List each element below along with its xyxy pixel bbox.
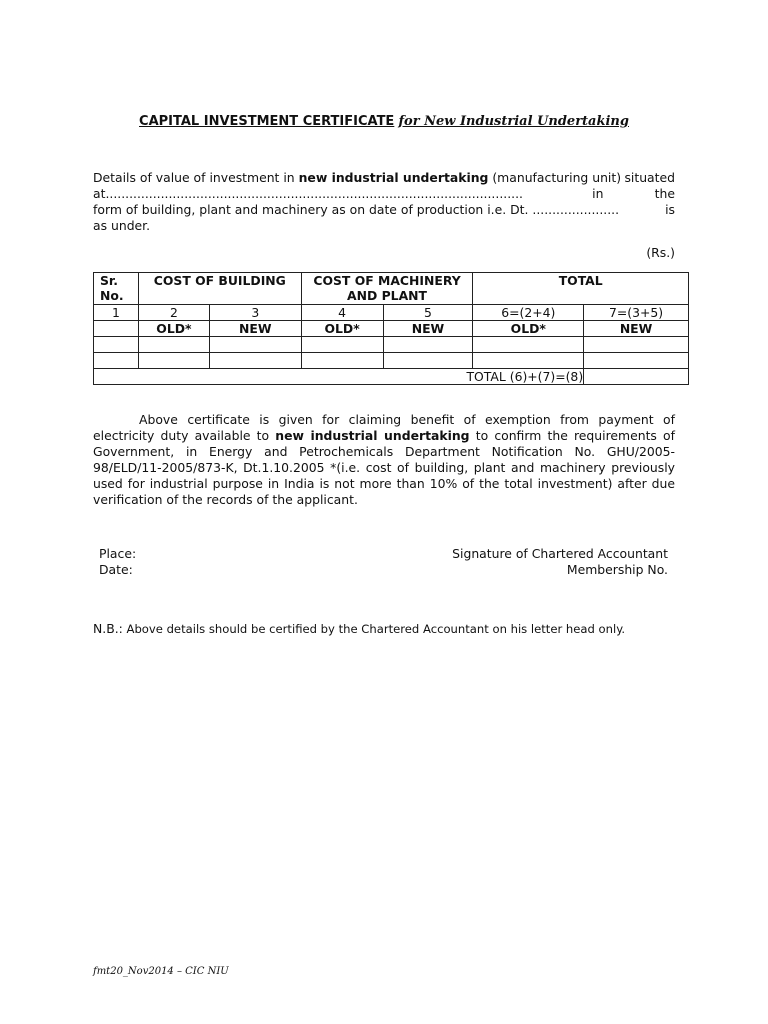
- blank-cell: [473, 353, 584, 369]
- intro-paragraph: [93, 170, 675, 234]
- old-new-label: NEW: [584, 321, 689, 337]
- nb-note: [93, 621, 625, 636]
- col-number: 7=(3+5): [584, 305, 689, 321]
- intro-text: situated: [624, 170, 675, 185]
- certificate-body: [93, 412, 675, 508]
- old-new-label: NEW: [209, 321, 301, 337]
- signature-label: Signature of Chartered Accountant: [452, 546, 668, 561]
- membership-label: Membership No.: [566, 562, 668, 577]
- place-date-block: [99, 546, 136, 578]
- body-text: to confirm the requirements of Government, in Energy and Petrochemicals Department Notification No. GHU/2005-98/ELD/11-2005/873-K, Dt.1.10.2005 *(i.e. cost of building, plant and machinery previously used for industrial purpose in India is not more than 10% of the total investment) after due verification of the records of the applicant.: [93, 428, 675, 507]
- old-new-row: [94, 321, 689, 337]
- title-main: CAPITAL INVESTMENT CERTIFICATE: [139, 114, 395, 129]
- blank-cell: [301, 353, 383, 369]
- header-total: TOTAL: [473, 273, 689, 305]
- header-sr-no: Sr. No.: [94, 273, 139, 305]
- header-cost-machinery: COST OF MACHINERY AND PLANT: [301, 273, 473, 305]
- signature-block: [400, 546, 668, 578]
- intro-text: (manufacturing unit): [488, 170, 622, 185]
- date-blank: form of building, plant and machinery as on date of production i.e. Dt. ......................: [93, 202, 620, 217]
- intro-line-2: [93, 186, 675, 202]
- intro-text: in: [592, 186, 604, 201]
- table-row: [94, 337, 689, 353]
- col-number: 4: [301, 305, 383, 321]
- investment-table: [93, 272, 689, 385]
- location-blank: at..........................................................................................................: [93, 186, 523, 201]
- col-number: 5: [383, 305, 473, 321]
- intro-text: the: [654, 186, 675, 201]
- total-value-cell: [584, 369, 689, 385]
- blank-cell: [94, 353, 139, 369]
- total-label: TOTAL (6)+(7)=(8): [94, 369, 584, 385]
- empty-cell: [94, 321, 139, 337]
- old-new-label: OLD*: [301, 321, 383, 337]
- header-cost-building: COST OF BUILDING: [138, 273, 301, 305]
- old-new-label: NEW: [383, 321, 473, 337]
- intro-text: is: [665, 202, 675, 217]
- body-bold: new industrial undertaking: [275, 428, 470, 443]
- date-label: Date:: [99, 562, 133, 577]
- intro-text: Details of value of investment in: [93, 170, 299, 185]
- old-new-label: OLD*: [473, 321, 584, 337]
- blank-cell: [584, 337, 689, 353]
- body-text: Above certificate is given for claiming benefit of exemption from payment of electricity duty available to: [93, 412, 675, 443]
- col-number: 6=(2+4): [473, 305, 584, 321]
- blank-cell: [138, 337, 209, 353]
- blank-cell: [473, 337, 584, 353]
- total-row: [94, 369, 689, 385]
- intro-bold: new industrial undertaking: [298, 170, 489, 185]
- col-number: 1: [94, 305, 139, 321]
- blank-cell: [209, 337, 301, 353]
- document-title: [0, 114, 768, 129]
- intro-line-4: as under.: [93, 218, 151, 233]
- blank-cell: [584, 353, 689, 369]
- footer-code: fmt20_Nov2014 – CIC NIU: [93, 966, 229, 977]
- col-number: 2: [138, 305, 209, 321]
- currency-label: (Rs.): [646, 245, 675, 260]
- column-number-row: [94, 305, 689, 321]
- blank-cell: [301, 337, 383, 353]
- table-header-row: [94, 273, 689, 305]
- place-label: Place:: [99, 546, 137, 561]
- col-number: 3: [209, 305, 301, 321]
- table-row: [94, 353, 689, 369]
- blank-cell: [383, 337, 473, 353]
- blank-cell: [94, 337, 139, 353]
- nb-text: Above details should be certified by the Chartered Accountant on his letter head only.: [122, 622, 626, 636]
- blank-cell: [138, 353, 209, 369]
- blank-cell: [209, 353, 301, 369]
- nb-label: N.B.:: [93, 621, 123, 636]
- intro-line-1: [93, 170, 675, 186]
- intro-line-3: [93, 202, 675, 218]
- blank-cell: [383, 353, 473, 369]
- title-sub: for New Industrial Undertaking: [398, 114, 629, 129]
- old-new-label: OLD*: [138, 321, 209, 337]
